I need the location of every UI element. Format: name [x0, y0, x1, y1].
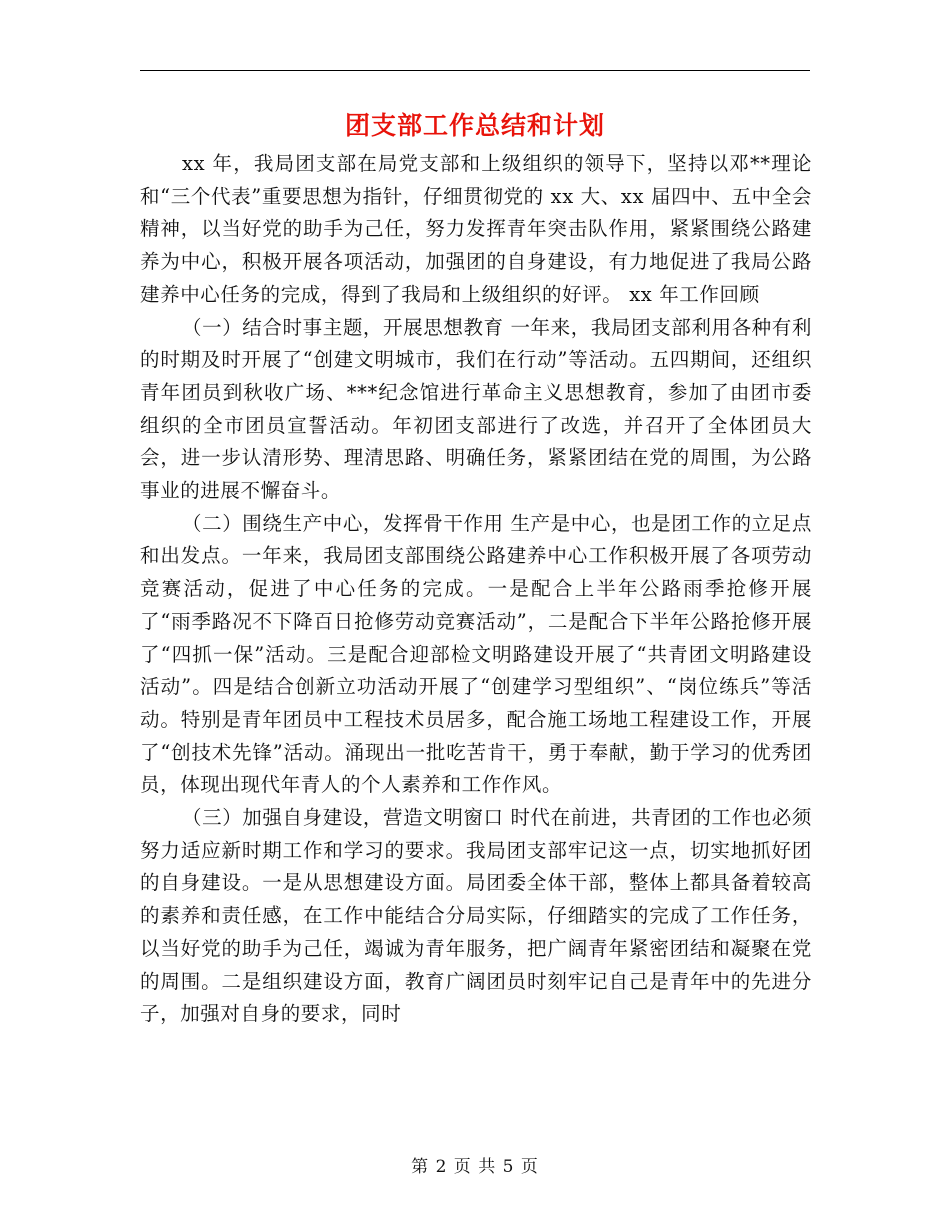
paragraph-section-2: （二）围绕生产中心，发挥骨干作用 生产是中心，也是团工作的立足点和出发点。一年来，我局团支部围绕公路建养中心工作积极开展了各项劳动竞赛活动，促进了中心任务的完成。一是配合上半年公路雨季抢修开展了“雨季路况不下降百日抢修劳动竞赛活动”，二是配合下半年公路抢修开展了“四抓一保”活动。三是配合迎部检文明路建设开展了“共青团文明路建设活动”。四是结合创新立功活动开展了“创建学习型组织”、“岗位练兵”等活动。特别是青年团员中工程技术员居多，配合施工场地工程建设工作，开展了“创技术先锋”活动。涌现出一批吃苦肯干，勇于奉献，勤于学习的优秀团员，体现出现代年青人的个人素养和工作作风。 — [140, 511, 812, 797]
document-body — [140, 148, 812, 1031]
page-number-footer: 第 2 页 共 5 页 — [411, 1157, 539, 1177]
paragraph-section-1: （一）结合时事主题，开展思想教育 一年来，我局团支部利用各种有利的时期及时开展了“创建文明城市，我们在行动”等活动。五四期间，还组织青年团员到秋收广场、***纪念馆进行革命主义思想教育，参加了由团市委组织的全市团员宣誓活动。年初团支部进行了改选，并召开了全体团员大会，进一步认清形势、理清思路、明确任务，紧紧团结在党的周围，为公路事业的进展不懈奋斗。 — [140, 315, 812, 503]
document-title: 团支部工作总结和计划 — [344, 111, 605, 140]
paragraph-intro: xx 年，我局团支部在局党支部和上级组织的领导下，坚持以邓**理论和“三个代表”重要思想为指针，仔细贯彻党的 xx 大、xx 届四中、五中全会精神，以当好党的助手为己任，努力发挥青年突击队作用，紧紧围绕公路建养为中心，积极开展各项活动，加强团的自身建设，有力地促进了我局公路建养中心任务的完成，得到了我局和上级组织的好评。 xx 年工作回顾 — [140, 152, 812, 306]
paragraph-section-3: （三）加强自身建设，营造文明窗口 时代在前进，共青团的工作也必须努力适应新时期工作和学习的要求。我局团支部牢记这一点，切实地抓好团的自身建设。一是从思想建设方面。局团委全体干部，整体上都具备着较高的素养和责任感，在工作中能结合分局实际，仔细踏实的完成了工作任务，以当好党的助手为己任，竭诚为青年服务，把广阔青年紧密团结和凝聚在党的周围。二是组织建设方面，教育广阔团员时刻牢记自己是青年中的先进分子，加强对自身的要求，同时 — [140, 806, 812, 1026]
header-rule — [140, 70, 810, 71]
